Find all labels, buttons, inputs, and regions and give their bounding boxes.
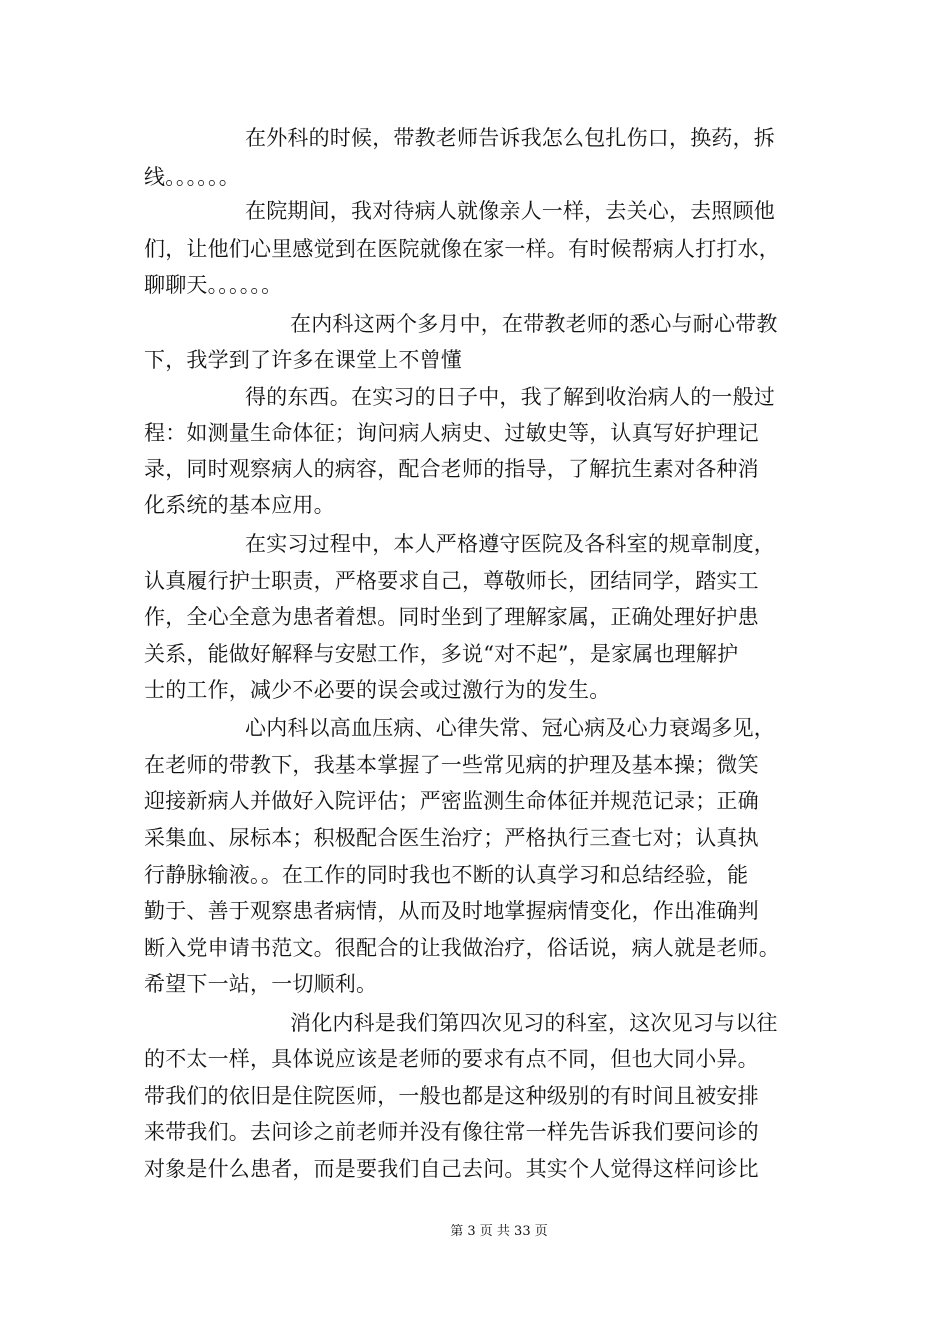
page-footer: [0, 1224, 950, 1240]
text-line-12: 在实习过程中，本人严格遵守医院及各科室的规章制度，: [245, 532, 775, 556]
text-line-1: 在外科的时候，带教老师告诉我怎么包扎伤口，换药，拆: [245, 126, 775, 150]
text-line-24: 希望下一站，一切顺利。: [144, 972, 378, 996]
text-line-26: 的不太一样，具体说应该是老师的要求有点不同，但也大同小异。: [144, 1047, 759, 1071]
text-line-17: 心内科以高血压病、心律失常、冠心病及心力衰竭多见，: [245, 716, 775, 740]
text-line-15: 关系，能做好解释与安慰工作，多说“对不起”，是家属也理解护: [144, 642, 739, 666]
text-line-28: 来带我们。去问诊之前老师并没有像往常一样先告诉我们要问诊的: [144, 1120, 759, 1144]
text-line-14: 作，全心全意为患者着想。同时坐到了理解家属，正确处理好护患: [144, 605, 759, 629]
text-line-25: 消化内科是我们第四次见习的科室，这次见习与以往: [290, 1011, 778, 1035]
text-line-22: 勤于、善于观察患者病情，从而及时地掌握病情变化，作出准确判: [144, 899, 759, 923]
page-number: 第 3 页 共 33 页: [450, 1224, 548, 1239]
text-line-7: 下，我学到了许多在课堂上不曾懂: [144, 348, 462, 372]
text-line-3: 在院期间，我对待病人就像亲人一样，去关心，去照顾他: [245, 199, 775, 223]
text-line-27: 带我们的依旧是住院医师，一般也都是这种级别的有时间且被安排: [144, 1084, 759, 1108]
text-line-13: 认真履行护士职责，严格要求自己，尊敬师长，团结同学，踏实工: [144, 569, 759, 593]
text-line-8: 得的东西。在实习的日子中，我了解到收治病人的一般过: [245, 385, 775, 409]
text-line-21: 行静脉输液。。在工作的同时我也不断的认真学习和总结经验，能: [144, 863, 749, 887]
text-line-20: 采集血、尿标本；积极配合医生治疗；严格执行三查七对；认真执: [144, 826, 759, 850]
text-line-16: 士的工作，减少不必要的误会或过激行为的发生。: [144, 678, 611, 702]
text-line-9: 程：如测量生命体征；询问病人病史、过敏史等，认真写好护理记: [144, 421, 759, 445]
text-line-6: 在内科这两个多月中，在带教老师的悉心与耐心带教: [290, 312, 778, 336]
text-line-2: 线。。。。。。: [144, 165, 240, 189]
text-line-23: 断入党申请书范文。很配合的让我做治疗，俗话说，病人就是老师。: [144, 936, 780, 960]
text-line-10: 录，同时观察病人的病容，配合老师的指导，了解抗生素对各种消: [144, 457, 759, 481]
text-line-11: 化系统的基本应用。: [144, 493, 335, 517]
text-line-19: 迎接新病人并做好入院评估；严密监测生命体征并规范记录；正确: [144, 789, 759, 813]
text-line-29: 对象是什么患者，而是要我们自己去问。其实个人觉得这样问诊比: [144, 1157, 759, 1181]
text-line-4: 们，让他们心里感觉到在医院就像在家一样。有时候帮病人打打水，: [144, 237, 780, 261]
text-line-5: 聊聊天。。。。。。: [144, 273, 283, 297]
text-line-18: 在老师的带教下，我基本掌握了一些常见病的护理及基本操；微笑: [144, 753, 759, 777]
